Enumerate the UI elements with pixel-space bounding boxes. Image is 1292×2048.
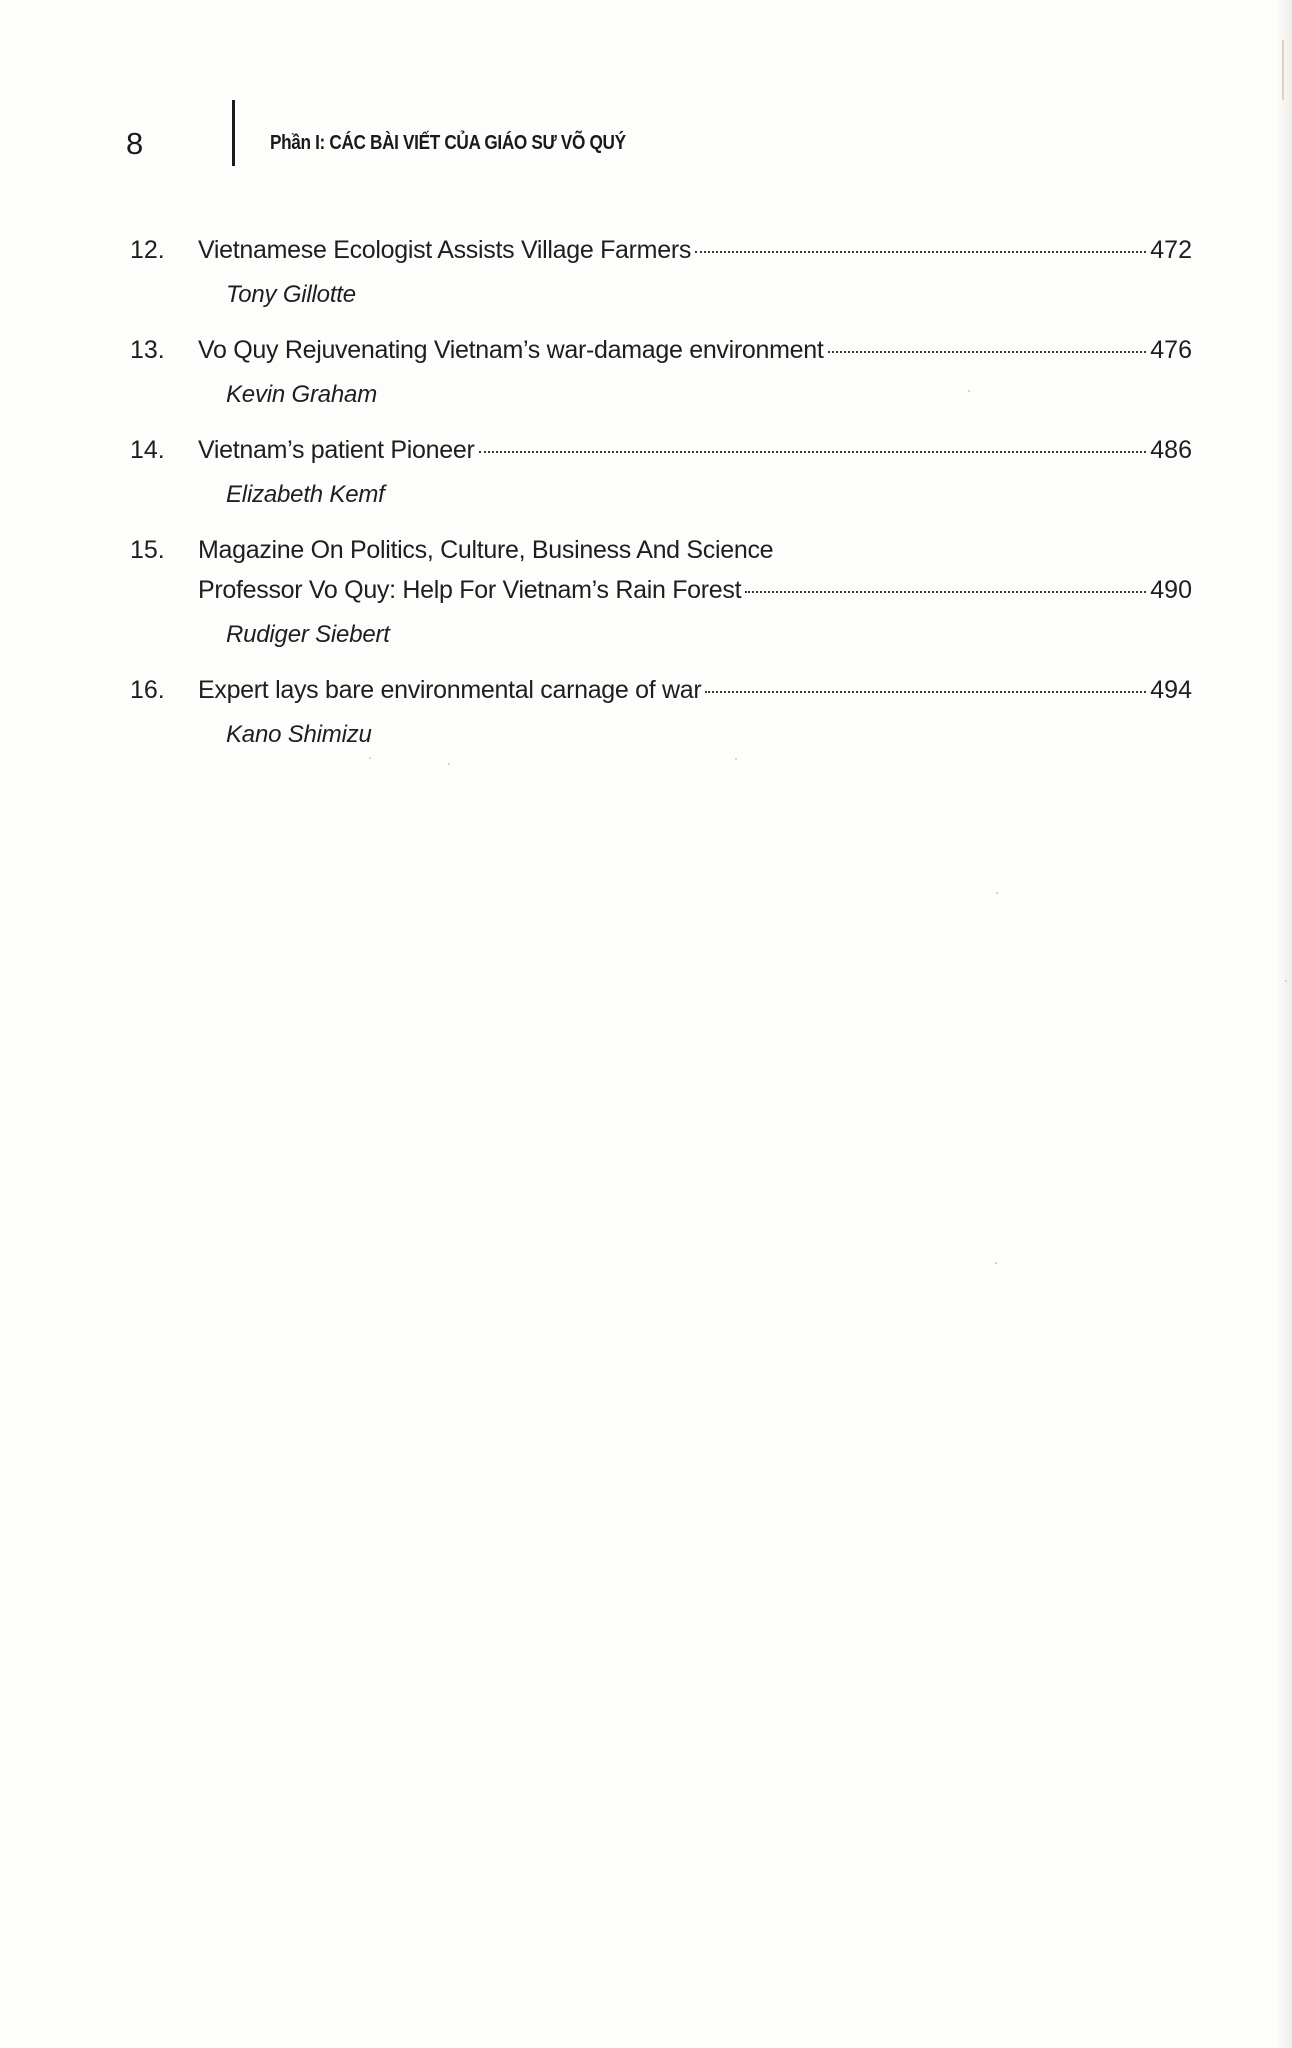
toc-entry-title-row [130,536,1192,576]
page-header [0,0,1292,180]
entry-author: Elizabeth Kemf [226,481,385,508]
entry-title: Vo Quy Rejuvenating Vietnam’s war-damage environment [198,336,824,364]
header-divider [232,100,235,166]
scan-speck [968,390,970,392]
entry-title-line-1: Magazine On Politics, Culture, Business And Science [198,536,774,564]
entry-page-number: 494 [1150,676,1192,704]
entry-title-wrap [198,236,1192,265]
dot-leader [479,451,1147,453]
entry-author: Kevin Graham [226,381,377,408]
scan-speck [995,1262,997,1264]
toc-entry-title-row [130,336,1192,376]
entry-title: Expert lays bare environmental carnage of war [198,676,702,704]
toc-entry-title-row [130,236,1192,276]
entry-author: Kano Shimizu [226,721,372,748]
entry-title: Vietnamese Ecologist Assists Village Farmers [198,236,692,264]
entry-title: Professor Vo Quy: Help For Vietnam’s Rain Forest [198,576,742,604]
entry-number: 14. [130,436,165,464]
dot-leader [745,591,1146,593]
entry-number: 15. [130,536,165,564]
entry-page-number: 476 [1150,336,1192,364]
dot-leader [705,691,1146,693]
toc-entry [130,336,1192,414]
entry-page-number: 486 [1150,436,1192,464]
scan-edge [1278,0,1292,2048]
entry-number: 16. [130,676,165,704]
entry-page-number: 472 [1150,236,1192,264]
toc-entry [130,676,1192,754]
entry-title-wrap [198,336,1192,365]
scan-speck [735,758,737,760]
entry-author: Rudiger Siebert [226,621,390,648]
entry-number: 12. [130,236,165,264]
entry-title-wrap [198,436,1192,465]
scan-speck [448,763,450,765]
running-head: Phần I: CÁC BÀI VIẾT CỦA GIÁO SƯ VÕ QUÝ [270,132,626,154]
entry-number: 13. [130,336,165,364]
toc-entry [130,436,1192,514]
table-of-contents [130,236,1192,776]
toc-entry-title-row [130,436,1192,476]
entry-title-wrap [198,676,1192,705]
toc-entry [130,536,1192,654]
entry-author: Tony Gillotte [226,281,356,308]
entry-title-wrap [198,576,1192,605]
entry-page-number: 490 [1150,576,1192,604]
dot-leader [695,251,1146,253]
scan-speck [1285,980,1287,982]
toc-entry-title-row-2 [130,576,1192,616]
entry-title: Vietnam’s patient Pioneer [198,436,475,464]
page-number: 8 [126,126,144,161]
scan-speck [369,757,371,759]
toc-entry-title-row [130,676,1192,716]
scan-speck [996,892,998,894]
dot-leader [828,351,1147,353]
toc-entry [130,236,1192,314]
